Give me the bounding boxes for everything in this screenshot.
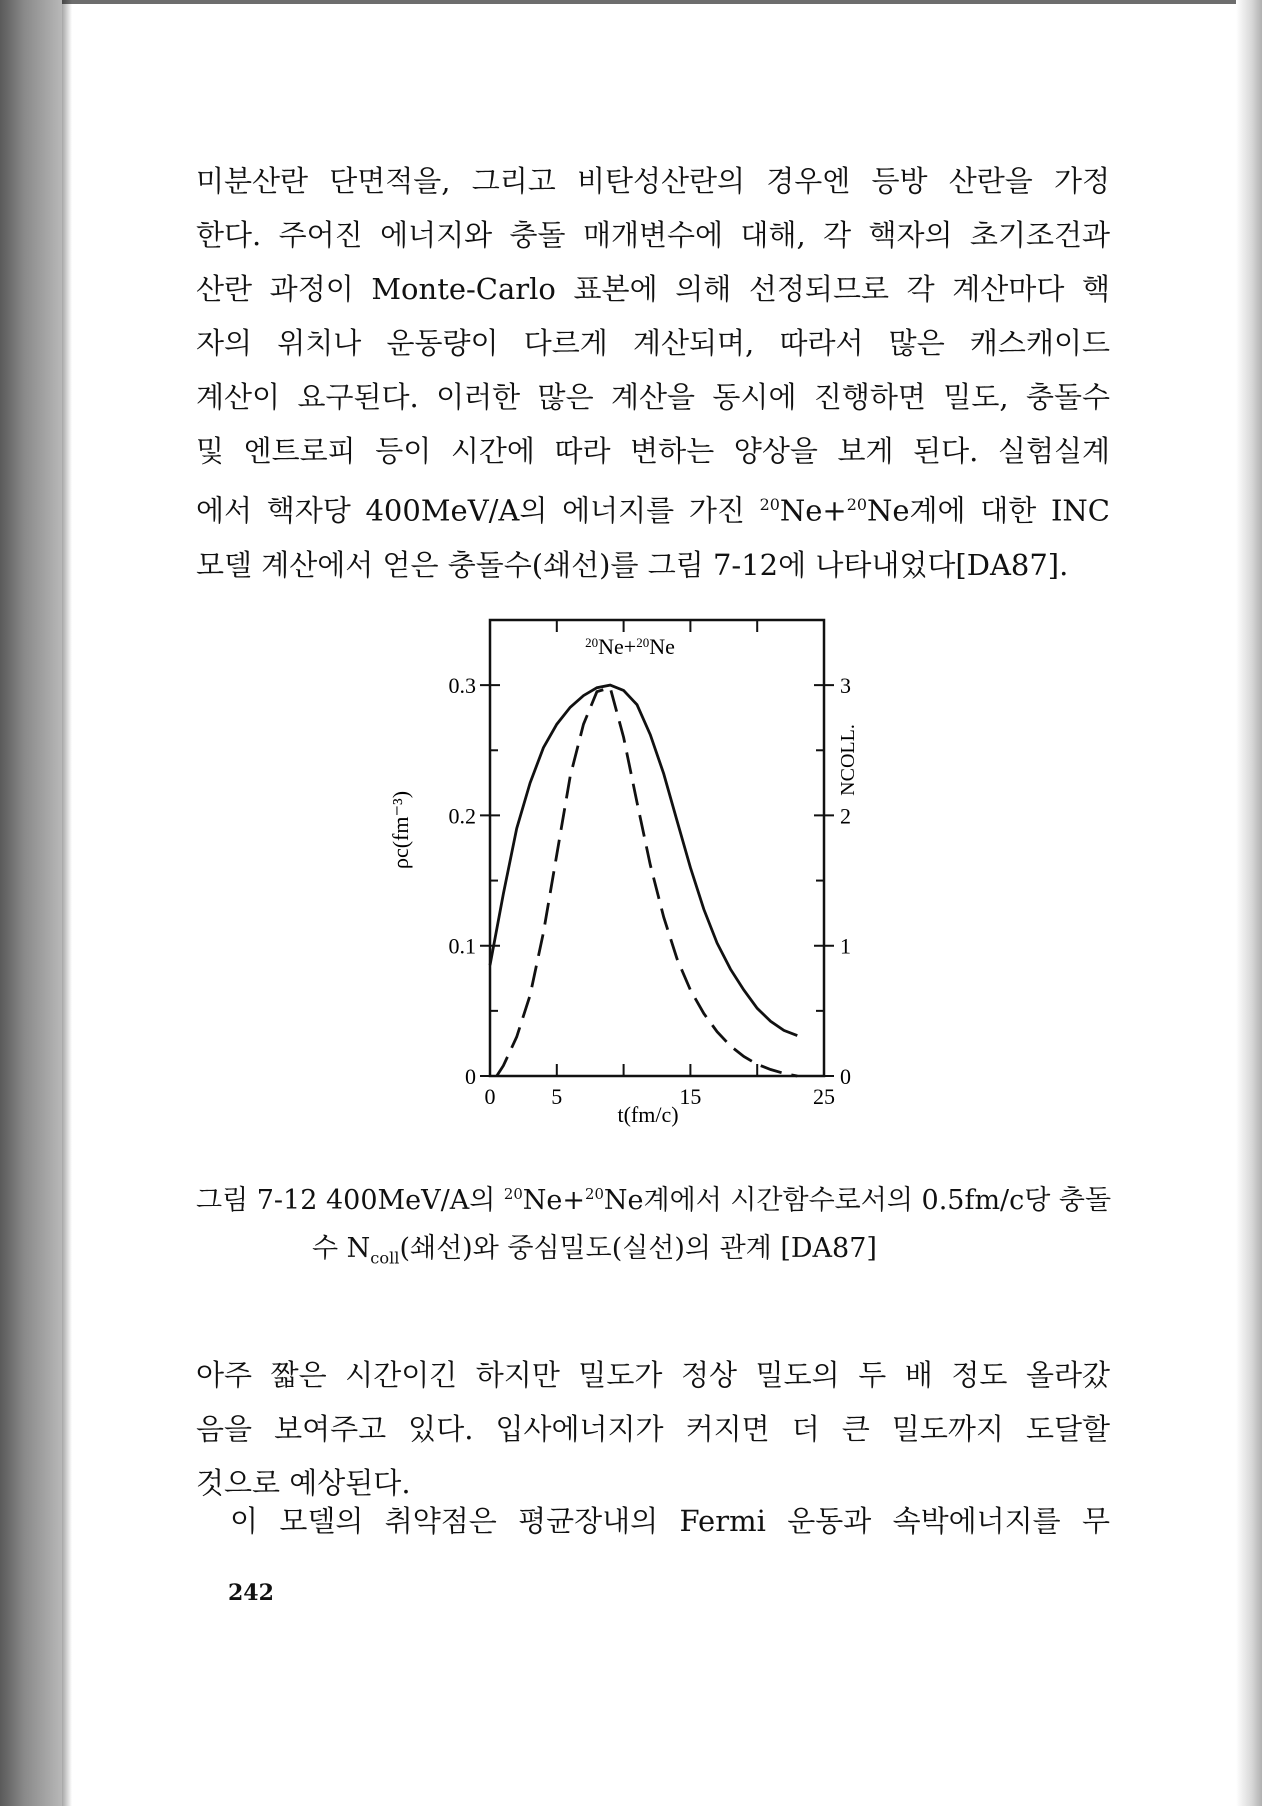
paragraph-1: [196, 154, 1110, 592]
page-top-edge: [0, 0, 1262, 4]
y-tick-label-left: 0: [465, 1064, 476, 1089]
chart-title: [585, 634, 675, 659]
figure-caption: [196, 1170, 1110, 1282]
caption-line-2: [196, 1225, 1110, 1282]
y-axis-left-label: ρc(fm⁻³): [388, 790, 413, 870]
text-segment: Ne계에 대한 INC: [866, 493, 1110, 528]
figure-7-12-chart: [380, 600, 860, 1160]
text-line: 음을 보여주고 있다. 입사에너지가 커지면 더 큰 밀도까지 도달할: [196, 1412, 1110, 1446]
text-line: 산란 과정이 Monte-Carlo 표본에 의해 선정되므로 각 계산마다 핵: [196, 272, 1110, 306]
superscript: 20: [846, 495, 867, 514]
title-mid: Ne+: [598, 634, 637, 659]
text-line: 자의 위치나 운동량이 다르게 계산되며, 따라서 많은 캐스캐이드: [196, 326, 1110, 360]
text-segment: 그림 7-12 400MeV/A의: [196, 1185, 504, 1216]
text-segment: 에서 핵자당 400MeV/A의 에너지를 가진: [196, 493, 760, 528]
title-sup: 20: [636, 634, 650, 650]
text-line: 계산이 요구된다. 이러한 많은 계산을 동시에 진행하면 밀도, 충돌수: [196, 380, 1110, 414]
x-tick-label: 0: [484, 1084, 496, 1109]
text-line: 및 엔트로피 등이 시간에 따라 변하는 양상을 보게 된다. 실험실계: [196, 434, 1110, 468]
series-collisions-line: [497, 688, 798, 1076]
tick-marks: [480, 620, 834, 1076]
tick-labels: [449, 673, 852, 1109]
page-shadow: [62, 0, 72, 1806]
y-tick-label-right: 2: [840, 803, 851, 829]
paragraph-2: [196, 1348, 1110, 1510]
y-tick-label-left: 0.1: [448, 933, 476, 959]
y-tick-label-right: 3: [840, 673, 851, 699]
text-line: [196, 478, 1110, 538]
page-spine-edge: [0, 0, 62, 1806]
y-tick-label-right: 0: [840, 1064, 851, 1089]
y-tick-label-left: 0.3: [448, 673, 476, 699]
superscript: 20: [585, 1185, 604, 1203]
text-segment: 수 N: [312, 1233, 371, 1264]
page-number: 242: [228, 1580, 274, 1606]
text-segment: Ne+: [779, 493, 847, 528]
text-segment: (쇄선)와 중심밀도(실선)의 관계 [DA87]: [399, 1233, 877, 1264]
superscript: 20: [503, 1185, 523, 1203]
y-tick-label-left: 0.2: [448, 803, 476, 829]
series-central-density-line: [490, 685, 797, 1036]
x-tick-label: 15: [679, 1084, 702, 1109]
text-line: 이 모델의 취약점은 평균장내의 Fermi 운동과 속박에너지를 무: [230, 1504, 1110, 1538]
x-tick-label: 5: [551, 1084, 563, 1109]
text-segment: Ne+: [522, 1185, 586, 1216]
text-line: 한다. 주어진 에너지와 충돌 매개변수에 대해, 각 핵자의 초기조건과: [196, 218, 1110, 252]
x-axis-label: t(fm/c): [617, 1102, 679, 1127]
title-sup: 20: [585, 634, 599, 650]
paragraph-3: [196, 1494, 1110, 1548]
title-suffix: Ne: [649, 634, 675, 659]
text-line: 아주 짧은 시간이긴 하지만 밀도가 정상 밀도의 두 배 정도 올라갔: [196, 1358, 1110, 1392]
text-line: 모델 계산에서 얻은 충돌수(쇄선)를 그림 7-12에 나타내었다[DA87].: [196, 547, 1069, 582]
y-tick-label-right: 1: [840, 933, 851, 959]
plot-frame: [490, 620, 824, 1076]
superscript: 20: [759, 495, 780, 514]
subscript: coll: [370, 1248, 400, 1268]
text-line: 것으로 예상된다.: [196, 1466, 411, 1500]
caption-line-1: [196, 1170, 1110, 1225]
text-segment: Ne계에서 시간함수로서의 0.5fm/c당 충돌: [603, 1185, 1112, 1216]
page-right-edge: [1236, 0, 1262, 1806]
text-line: 미분산란 단면적을, 그리고 비탄성산란의 경우엔 등방 산란을 가정: [196, 164, 1110, 198]
x-tick-label: 25: [813, 1084, 835, 1109]
y-axis-right-label: NCOLL.: [837, 724, 859, 796]
